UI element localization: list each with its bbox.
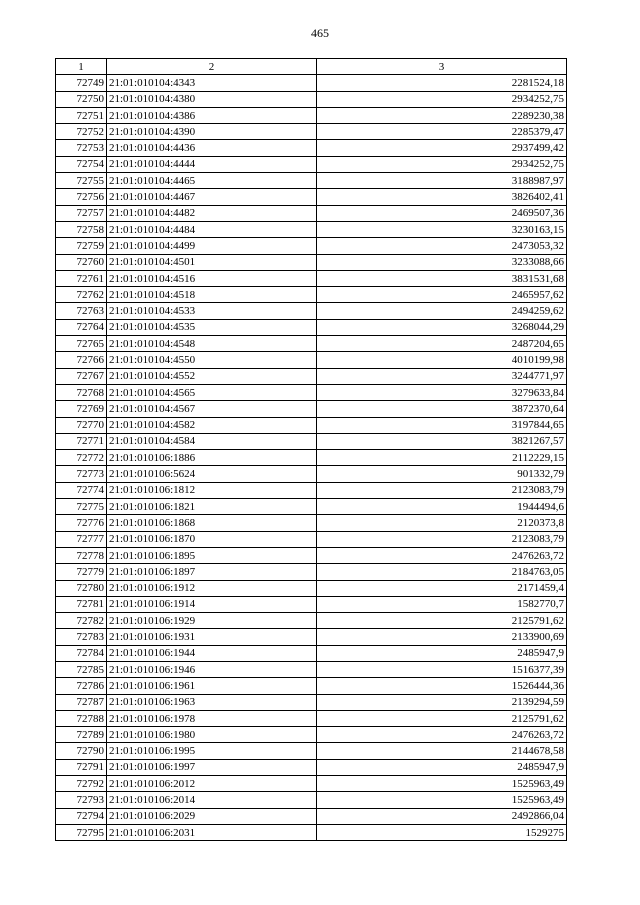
table-row [56, 499, 567, 515]
row-number-cell: 72781 [56, 596, 107, 612]
cadastral-value-cell: 2485947,9 [317, 645, 567, 661]
row-number-cell: 72795 [56, 824, 107, 840]
row-number-cell: 72772 [56, 450, 107, 466]
cadastral-value-cell: 3244771,97 [317, 368, 567, 384]
cadastral-value-cell: 3279633,84 [317, 384, 567, 400]
cadastral-value-cell: 3233088,66 [317, 254, 567, 270]
row-number-cell: 72752 [56, 124, 107, 140]
table-row [56, 694, 567, 710]
cadastral-number-cell: 21:01:010106:1870 [107, 531, 317, 547]
row-number-cell: 72790 [56, 743, 107, 759]
cadastral-value-cell: 2281524,18 [317, 75, 567, 91]
cadastral-value-cell: 2112229,15 [317, 450, 567, 466]
table-row [56, 433, 567, 449]
table-row [56, 205, 567, 221]
cadastral-value-cell: 1525963,49 [317, 776, 567, 792]
row-number-cell: 72756 [56, 189, 107, 205]
row-number-cell: 72774 [56, 482, 107, 498]
row-number-cell: 72776 [56, 515, 107, 531]
row-number-cell: 72771 [56, 433, 107, 449]
row-number-cell: 72775 [56, 499, 107, 515]
cadastral-number-cell: 21:01:010106:1931 [107, 629, 317, 645]
row-number-cell: 72767 [56, 368, 107, 384]
cadastral-value-cell: 3230163,15 [317, 221, 567, 237]
table-row [56, 759, 567, 775]
table-row [56, 776, 567, 792]
table-row [56, 531, 567, 547]
cadastral-number-cell: 21:01:010104:4518 [107, 287, 317, 303]
cadastral-value-cell: 2123083,79 [317, 482, 567, 498]
row-number-cell: 72778 [56, 547, 107, 563]
row-number-cell: 72764 [56, 319, 107, 335]
table-row [56, 661, 567, 677]
cadastral-value-cell: 1582770,7 [317, 596, 567, 612]
cadastral-value-cell: 2120373,8 [317, 515, 567, 531]
row-number-cell: 72793 [56, 792, 107, 808]
cadastral-number-cell: 21:01:010104:4548 [107, 336, 317, 352]
cadastral-value-cell: 1944494,6 [317, 499, 567, 515]
cadastral-number-cell: 21:01:010106:1914 [107, 596, 317, 612]
column-header-2: 2 [107, 59, 317, 75]
row-number-cell: 72759 [56, 238, 107, 254]
row-number-cell: 72755 [56, 173, 107, 189]
cadastral-value-cell: 4010199,98 [317, 352, 567, 368]
cadastral-value-cell: 2476263,72 [317, 727, 567, 743]
cadastral-number-cell: 21:01:010106:1886 [107, 450, 317, 466]
cadastral-number-cell: 21:01:010106:1912 [107, 580, 317, 596]
row-number-cell: 72787 [56, 694, 107, 710]
row-number-cell: 72760 [56, 254, 107, 270]
table-row [56, 645, 567, 661]
table-row [56, 596, 567, 612]
cadastral-value-cell: 2934252,75 [317, 156, 567, 172]
cadastral-number-cell: 21:01:010104:4465 [107, 173, 317, 189]
cadastral-value-cell: 3188987,97 [317, 173, 567, 189]
table-row [56, 564, 567, 580]
row-number-cell: 72789 [56, 727, 107, 743]
cadastral-number-cell: 21:01:010106:1895 [107, 547, 317, 563]
cadastral-number-cell: 21:01:010106:2014 [107, 792, 317, 808]
row-number-cell: 72754 [56, 156, 107, 172]
row-number-cell: 72792 [56, 776, 107, 792]
table-row [56, 91, 567, 107]
cadastral-value-cell: 2285379,47 [317, 124, 567, 140]
table-header-row [56, 59, 567, 75]
cadastral-number-cell: 21:01:010106:1812 [107, 482, 317, 498]
cadastral-number-cell: 21:01:010104:4467 [107, 189, 317, 205]
table-row [56, 515, 567, 531]
column-header-3: 3 [317, 59, 567, 75]
row-number-cell: 72770 [56, 417, 107, 433]
table-row [56, 401, 567, 417]
cadastral-number-cell: 21:01:010106:1929 [107, 613, 317, 629]
row-number-cell: 72777 [56, 531, 107, 547]
table-row [56, 336, 567, 352]
table-row [56, 352, 567, 368]
table-row [56, 580, 567, 596]
cadastral-value-cell: 2144678,58 [317, 743, 567, 759]
cadastral-number-cell: 21:01:010104:4436 [107, 140, 317, 156]
table-row [56, 254, 567, 270]
cadastral-number-cell: 21:01:010104:4390 [107, 124, 317, 140]
table-row [56, 629, 567, 645]
cadastral-value-cell: 2934252,75 [317, 91, 567, 107]
table-row [56, 124, 567, 140]
row-number-cell: 72791 [56, 759, 107, 775]
cadastral-value-cell: 2492866,04 [317, 808, 567, 824]
cadastral-value-cell: 1516377,39 [317, 661, 567, 677]
table-row [56, 466, 567, 482]
row-number-cell: 72750 [56, 91, 107, 107]
row-number-cell: 72749 [56, 75, 107, 91]
cadastral-number-cell: 21:01:010106:1995 [107, 743, 317, 759]
cadastral-number-cell: 21:01:010104:4584 [107, 433, 317, 449]
cadastral-value-cell: 2139294,59 [317, 694, 567, 710]
cadastral-number-cell: 21:01:010104:4484 [107, 221, 317, 237]
table-row [56, 238, 567, 254]
row-number-cell: 72757 [56, 205, 107, 221]
cadastral-number-cell: 21:01:010104:4550 [107, 352, 317, 368]
cadastral-value-cell: 2171459,4 [317, 580, 567, 596]
table-row [56, 824, 567, 840]
cadastral-number-cell: 21:01:010106:2031 [107, 824, 317, 840]
cadastral-value-cell: 2494259,62 [317, 303, 567, 319]
cadastral-number-cell: 21:01:010104:4552 [107, 368, 317, 384]
cadastral-number-cell: 21:01:010106:1963 [107, 694, 317, 710]
cadastral-value-cell: 2125791,62 [317, 613, 567, 629]
cadastral-value-cell: 3197844,65 [317, 417, 567, 433]
cadastral-value-cell: 2123083,79 [317, 531, 567, 547]
row-number-cell: 72751 [56, 107, 107, 123]
cadastral-number-cell: 21:01:010104:4567 [107, 401, 317, 417]
row-number-cell: 72763 [56, 303, 107, 319]
cadastral-number-cell: 21:01:010104:4444 [107, 156, 317, 172]
table-row [56, 287, 567, 303]
cadastral-value-cell: 1526444,36 [317, 678, 567, 694]
cadastral-value-cell: 2465957,62 [317, 287, 567, 303]
cadastral-number-cell: 21:01:010104:4386 [107, 107, 317, 123]
table-row [56, 613, 567, 629]
cadastral-number-cell: 21:01:010104:4380 [107, 91, 317, 107]
cadastral-number-cell: 21:01:010106:1980 [107, 727, 317, 743]
cadastral-number-cell: 21:01:010106:2012 [107, 776, 317, 792]
table-row [56, 140, 567, 156]
page-number: 465 [311, 26, 329, 40]
cadastral-number-cell: 21:01:010104:4535 [107, 319, 317, 335]
table-row [56, 482, 567, 498]
cadastral-number-cell: 21:01:010104:4482 [107, 205, 317, 221]
row-number-cell: 72784 [56, 645, 107, 661]
cadastral-value-cell: 3872370,64 [317, 401, 567, 417]
table-row [56, 173, 567, 189]
cadastral-number-cell: 21:01:010106:1961 [107, 678, 317, 694]
cadastral-value-cell: 3821267,57 [317, 433, 567, 449]
row-number-cell: 72773 [56, 466, 107, 482]
cadastral-value-cell: 3268044,29 [317, 319, 567, 335]
table-row [56, 303, 567, 319]
table-row [56, 221, 567, 237]
cadastral-value-cell: 1525963,49 [317, 792, 567, 808]
row-number-cell: 72788 [56, 710, 107, 726]
row-number-cell: 72766 [56, 352, 107, 368]
row-number-cell: 72758 [56, 221, 107, 237]
cadastral-value-cell: 2133900,69 [317, 629, 567, 645]
row-number-cell: 72761 [56, 270, 107, 286]
table-row [56, 417, 567, 433]
cadastral-number-cell: 21:01:010104:4501 [107, 254, 317, 270]
cadastral-number-cell: 21:01:010106:1897 [107, 564, 317, 580]
row-number-cell: 72769 [56, 401, 107, 417]
row-number-cell: 72785 [56, 661, 107, 677]
table-row [56, 384, 567, 400]
cadastral-number-cell: 21:01:010104:4516 [107, 270, 317, 286]
table-row [56, 107, 567, 123]
cadastral-value-table [55, 58, 567, 841]
table-row [56, 319, 567, 335]
table-row [56, 270, 567, 286]
cadastral-value-cell: 2184763,05 [317, 564, 567, 580]
cadastral-value-cell: 901332,79 [317, 466, 567, 482]
cadastral-value-cell: 2289230,38 [317, 107, 567, 123]
cadastral-number-cell: 21:01:010104:4533 [107, 303, 317, 319]
cadastral-number-cell: 21:01:010106:1944 [107, 645, 317, 661]
cadastral-number-cell: 21:01:010106:1997 [107, 759, 317, 775]
row-number-cell: 72782 [56, 613, 107, 629]
table-row [56, 75, 567, 91]
row-number-cell: 72794 [56, 808, 107, 824]
row-number-cell: 72779 [56, 564, 107, 580]
table-row [56, 808, 567, 824]
cadastral-number-cell: 21:01:010106:2029 [107, 808, 317, 824]
row-number-cell: 72762 [56, 287, 107, 303]
table-body [56, 75, 567, 841]
row-number-cell: 72783 [56, 629, 107, 645]
cadastral-value-cell: 3826402,41 [317, 189, 567, 205]
cadastral-number-cell: 21:01:010104:4565 [107, 384, 317, 400]
table-row [56, 743, 567, 759]
table-row [56, 727, 567, 743]
cadastral-value-cell: 3831531,68 [317, 270, 567, 286]
cadastral-number-cell: 21:01:010104:4499 [107, 238, 317, 254]
row-number-cell: 72780 [56, 580, 107, 596]
table-row [56, 368, 567, 384]
table-row [56, 547, 567, 563]
table-row [56, 710, 567, 726]
row-number-cell: 72753 [56, 140, 107, 156]
cadastral-value-cell: 1529275 [317, 824, 567, 840]
table-row [56, 678, 567, 694]
cadastral-number-cell: 21:01:010106:5624 [107, 466, 317, 482]
cadastral-value-cell: 2937499,42 [317, 140, 567, 156]
cadastral-value-cell: 2469507,36 [317, 205, 567, 221]
cadastral-number-cell: 21:01:010104:4343 [107, 75, 317, 91]
column-header-1: 1 [56, 59, 107, 75]
table-row [56, 792, 567, 808]
row-number-cell: 72786 [56, 678, 107, 694]
cadastral-number-cell: 21:01:010106:1978 [107, 710, 317, 726]
table-row [56, 450, 567, 466]
cadastral-value-cell: 2125791,62 [317, 710, 567, 726]
cadastral-number-cell: 21:01:010106:1946 [107, 661, 317, 677]
table-row [56, 156, 567, 172]
row-number-cell: 72765 [56, 336, 107, 352]
cadastral-value-cell: 2487204,65 [317, 336, 567, 352]
table-row [56, 189, 567, 205]
cadastral-number-cell: 21:01:010106:1821 [107, 499, 317, 515]
cadastral-number-cell: 21:01:010104:4582 [107, 417, 317, 433]
cadastral-number-cell: 21:01:010106:1868 [107, 515, 317, 531]
cadastral-value-cell: 2473053,32 [317, 238, 567, 254]
cadastral-value-cell: 2485947,9 [317, 759, 567, 775]
cadastral-value-cell: 2476263,72 [317, 547, 567, 563]
row-number-cell: 72768 [56, 384, 107, 400]
